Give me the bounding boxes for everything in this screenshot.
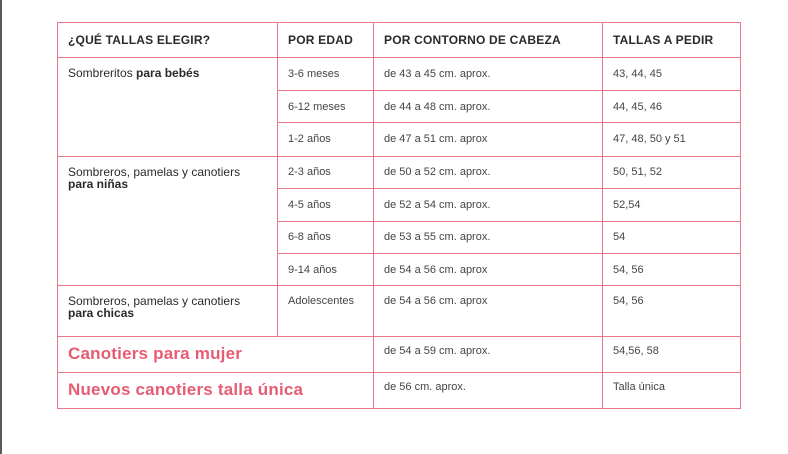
cell-tallas: 43, 44, 45 <box>603 58 741 91</box>
table-row <box>58 58 741 91</box>
cell-edad: Adolescentes <box>278 286 374 336</box>
cell-contorno: de 43 a 45 cm. aprox. <box>374 58 603 91</box>
table-row <box>58 286 741 336</box>
table-row <box>58 156 741 188</box>
cell-tallas: 47, 48, 50 y 51 <box>603 123 741 156</box>
size-guide-table <box>57 22 741 409</box>
cell-tallas: 54, 56 <box>603 254 741 286</box>
cell-edad: 2-3 años <box>278 156 374 188</box>
header-tallas: TALLAS A PEDIR <box>603 23 741 58</box>
group-label-plain: Sombreros, pamelas y canotiers <box>68 294 241 309</box>
header-edad: POR EDAD <box>278 23 374 58</box>
cell-contorno: de 50 a 52 cm. aprox. <box>374 156 603 188</box>
cell-contorno: de 52 a 54 cm. aprox. <box>374 188 603 221</box>
cell-edad: 4-5 años <box>278 188 374 221</box>
left-edge-line <box>0 0 2 454</box>
cell-contorno: de 47 a 51 cm. aprox <box>374 123 603 156</box>
group-label-plain: Sombreros, pamelas y canotiers <box>68 164 241 179</box>
group-label-chicas <box>58 286 278 336</box>
cell-edad: 6-12 meses <box>278 91 374 123</box>
header-contorno: POR CONTORNO DE CABEZA <box>374 23 603 58</box>
cell-tallas: Talla única <box>603 372 741 408</box>
group-label-bold: para niñas <box>68 176 129 191</box>
table-row <box>58 372 741 408</box>
cell-tallas: 54, 56 <box>603 286 741 336</box>
group-label-bold: para bebés <box>136 66 200 80</box>
header-row <box>58 23 741 58</box>
table-row <box>58 336 741 372</box>
cell-edad: 9-14 años <box>278 254 374 286</box>
group-label-bold: para chicas <box>68 306 135 321</box>
cell-tallas: 54,56, 58 <box>603 336 741 372</box>
cell-tallas: 52,54 <box>603 188 741 221</box>
group-label-bebes <box>58 58 278 157</box>
cell-contorno: de 54 a 59 cm. aprox. <box>374 336 603 372</box>
cell-tallas: 50, 51, 52 <box>603 156 741 188</box>
cell-contorno: de 53 a 55 cm. aprox. <box>374 221 603 253</box>
cell-edad: 6-8 años <box>278 221 374 253</box>
cell-contorno: de 44 a 48 cm. aprox. <box>374 91 603 123</box>
cell-contorno: de 54 a 56 cm. aprox <box>374 286 603 336</box>
cell-contorno: de 56 cm. aprox. <box>374 372 603 408</box>
group-label-plain: Sombreritos <box>68 66 137 80</box>
cell-edad: 3-6 meses <box>278 58 374 91</box>
cell-contorno: de 54 a 56 cm. aprox <box>374 254 603 286</box>
cell-tallas: 44, 45, 46 <box>603 91 741 123</box>
special-label: Nuevos canotiers talla única <box>58 372 374 408</box>
cell-tallas: 54 <box>603 221 741 253</box>
header-elegir: ¿QUÉ TALLAS ELEGIR? <box>58 23 278 58</box>
cell-edad: 1-2 años <box>278 123 374 156</box>
special-label: Canotiers para mujer <box>58 336 374 372</box>
group-label-ninas <box>58 156 278 286</box>
